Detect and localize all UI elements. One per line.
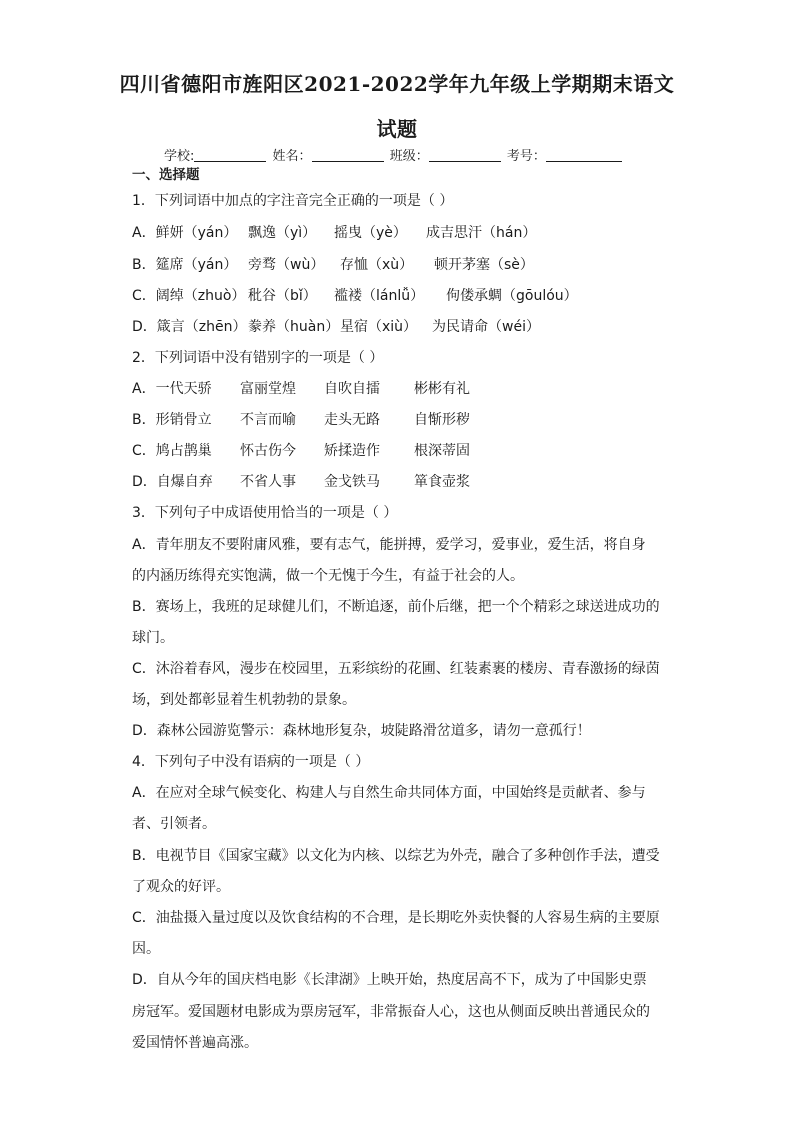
class-label: 班级： xyxy=(389,149,429,164)
name-label: 姓名： xyxy=(272,149,312,164)
q4-option-d-line2: 房冠军。爱国题材电影成为票房冠军，非常振奋人心，这也从侧面反映出普通民众的 xyxy=(132,1004,650,1020)
student-info-row xyxy=(164,145,624,164)
q2-option-c xyxy=(132,442,470,460)
q1-c-4: 佝偻承蜩（gōulóu） xyxy=(446,288,578,304)
q3-option-b-line1: B．赛场上，我班的足球健儿们，不断追逐，前仆后继，把一个个精彩之球送进成功的 xyxy=(132,599,660,615)
q4-option-c-line2: 因。 xyxy=(132,941,160,957)
q1-a-1: A．鲜妍（yán） xyxy=(132,225,238,241)
q2-c-1: C．鸠占鹊巢 xyxy=(132,443,212,459)
q2-option-b xyxy=(132,411,470,429)
q2-d-1: D．自爆自弃 xyxy=(132,474,213,490)
q4-option-b-line2: 了观众的好评。 xyxy=(132,879,230,895)
q1-option-c xyxy=(132,287,578,305)
q2-d-3: 金戈铁马 xyxy=(324,474,380,490)
q2-option-d xyxy=(132,473,470,491)
exam-title-line1: 四川省德阳市旌阳区2021-2022学年九年级上学期期末语文 xyxy=(119,72,675,96)
school-label: 学校: xyxy=(164,149,195,164)
q1-a-2: 飘逸（yì） xyxy=(248,225,317,241)
q2-a-1: A．一代天骄 xyxy=(132,381,212,397)
q4-option-d-line3: 爱国情怀普遍高涨。 xyxy=(132,1035,258,1051)
q2-c-3: 矫揉造作 xyxy=(324,443,380,459)
q1-b-3: 存恤（xù） xyxy=(340,257,414,273)
exam-no-label: 考号： xyxy=(506,149,546,164)
q1-stem: 1．下列词语中加点的字注音完全正确的一项是（ ） xyxy=(132,193,454,209)
q2-b-1: B．形销骨立 xyxy=(132,412,212,428)
q2-b-4: 自惭形秽 xyxy=(414,412,470,428)
q3-option-c-line2: 场，到处都彰显着生机勃勃的景象。 xyxy=(132,692,356,708)
q2-a-3: 自吹自擂 xyxy=(324,381,380,397)
q1-d-2: 豢养（huàn） xyxy=(248,319,340,335)
q1-option-b xyxy=(132,256,534,274)
exam-no-blank[interactable] xyxy=(546,148,622,162)
q1-c-1: C．阔绰（zhuò） xyxy=(132,288,246,304)
q4-stem: 4．下列句子中没有语病的一项是（ ） xyxy=(132,754,370,770)
q4-option-b-line1: B．电视节目《国家宝藏》以文化为内核、以综艺为外壳，融合了多种创作手法，遭受 xyxy=(132,848,660,864)
q2-d-2: 不省人事 xyxy=(240,474,296,490)
q3-option-a-line2: 的内涵历练得充实饱满，做一个无愧于今生，有益于社会的人。 xyxy=(132,568,524,584)
q3-stem: 3．下列句子中成语使用恰当的一项是（ ） xyxy=(132,505,398,521)
q1-a-4: 成吉思汗（hán） xyxy=(426,225,537,241)
q2-a-4: 彬彬有礼 xyxy=(414,381,470,397)
name-blank[interactable] xyxy=(312,148,384,162)
q1-b-4: 顿开茅塞（sè） xyxy=(434,257,534,273)
school-blank[interactable] xyxy=(194,148,266,162)
q1-a-3: 摇曳（yè） xyxy=(334,225,407,241)
q1-option-a xyxy=(132,224,536,242)
q1-d-1: D．箴言（zhēn） xyxy=(132,319,247,335)
class-blank[interactable] xyxy=(429,148,501,162)
q2-d-4: 箪食壶浆 xyxy=(414,474,470,490)
q2-stem: 2．下列词语中没有错别字的一项是（ ） xyxy=(132,350,384,366)
q2-c-4: 根深蒂固 xyxy=(414,443,470,459)
q2-option-a xyxy=(132,380,470,398)
q1-b-1: B．筵席（yán） xyxy=(132,257,238,273)
exam-title-line2: 试题 xyxy=(376,117,418,141)
q1-c-3: 褴褛（lánlǚ） xyxy=(334,288,425,304)
q3-option-c-line1: C．沐浴着春风，漫步在校园里，五彩缤纷的花圃、红装素裹的楼房、青春激扬的绿茵 xyxy=(132,661,660,677)
q4-option-c-line1: C．油盐摄入量过度以及饮食结构的不合理，是长期吃外卖快餐的人容易生病的主要原 xyxy=(132,910,660,926)
q1-d-4: 为民请命（wéi） xyxy=(432,319,540,335)
q3-option-b-line2: 球门。 xyxy=(132,630,174,646)
q3-option-d-line1: D．森林公园游览警示：森林地形复杂，坡陡路滑岔道多，请勿一意孤行！ xyxy=(132,723,591,739)
q1-b-2: 旁骛（wù） xyxy=(248,257,325,273)
section-heading: 一、选择题 xyxy=(132,167,200,183)
q4-option-d-line1: D．自从今年的国庆档电影《长津湖》上映开始，热度居高不下，成为了中国影史票 xyxy=(132,972,647,988)
q2-b-2: 不言而喻 xyxy=(240,412,296,428)
q2-a-2: 富丽堂煌 xyxy=(240,381,296,397)
q4-option-a-line2: 者、引领者。 xyxy=(132,816,216,832)
q1-c-2: 秕谷（bǐ） xyxy=(248,288,317,304)
q1-option-d xyxy=(132,318,540,336)
q2-b-3: 走头无路 xyxy=(324,412,380,428)
q1-d-3: 星宿（xiù） xyxy=(340,319,418,335)
q4-option-a-line1: A．在应对全球气候变化、构建人与自然生命共同体方面，中国始终是贡献者、参与 xyxy=(132,785,646,801)
q2-c-2: 怀古伤今 xyxy=(240,443,296,459)
q3-option-a-line1: A．青年朋友不要附庸风雅，要有志气，能拼搏，爱学习，爱事业，爱生活，将自身 xyxy=(132,537,646,553)
